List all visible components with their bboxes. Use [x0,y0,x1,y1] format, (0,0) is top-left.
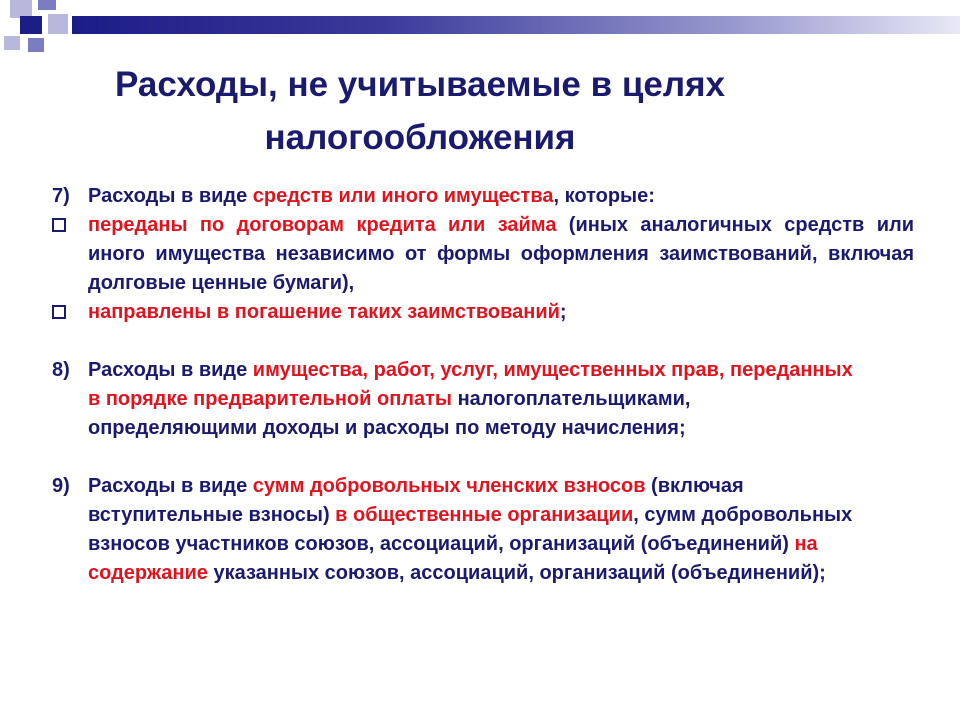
item-text-segment: , сумм добровольных взносов участников союзов, ассоциаций, организаций (объединений) [88,504,853,555]
item-highlight: сумм добровольных членских взносов [252,475,646,497]
item-text-segment: ; [559,301,567,323]
item-highlight: направлены в погашение таких заимствований [88,301,560,323]
decor-square [28,38,44,52]
list-item-8 [52,356,914,443]
item-text-segment: , которые: [553,185,655,207]
item-number: 8) [52,359,70,381]
header-gradient-bar [72,16,960,34]
decor-square [48,14,68,34]
sub-bullet-text [88,298,914,327]
item-number: 7) [52,185,70,207]
item-text-segment: (иных аналогичных средств или иного имущества независимо от формы оформления заимствований, включая долговые ценные бумаги), [88,214,914,294]
list-item-7 [52,182,914,211]
decor-square [38,0,56,10]
sub-bullet [52,298,914,327]
slide-content [52,182,914,588]
item-text [88,356,858,443]
item-highlight: в общественные организации [335,504,634,526]
list-item-9 [52,472,914,588]
item-highlight: средств или иного имущества [252,185,554,207]
item-number: 9) [52,475,70,497]
item-text-segment: Расходы в виде [88,359,253,381]
decor-square [20,16,42,34]
decor-square [4,36,20,50]
item-text [88,472,878,588]
item-highlight: на содержание [88,533,818,584]
checkbox-bullet-icon [52,305,66,319]
item-text-segment: (включая вступительные взносы) [88,475,744,526]
sub-bullet-text [88,211,914,298]
slide-title [80,58,760,164]
item-highlight: переданы по договорам кредита или займа [88,214,557,236]
item-text-segment: Расходы в виде [88,475,253,497]
slide-title-line2: налогообложения [264,118,576,157]
item-text-segment: налогоплательщиками, определяющими доходы и расходы по методу начисления; [88,388,691,439]
sub-bullet [52,211,914,298]
item-highlight: имущества, работ, услуг, имущественных прав, переданных в порядке предварительной оплаты [88,359,853,410]
item-text-segment: Расходы в виде [88,185,253,207]
checkbox-bullet-icon [52,218,66,232]
item-text [88,182,914,211]
slide-title-line1: Расходы, не учитываемые в целях [115,65,725,104]
item-text-segment: указанных союзов, ассоциаций, организаций (объединений); [207,562,826,584]
